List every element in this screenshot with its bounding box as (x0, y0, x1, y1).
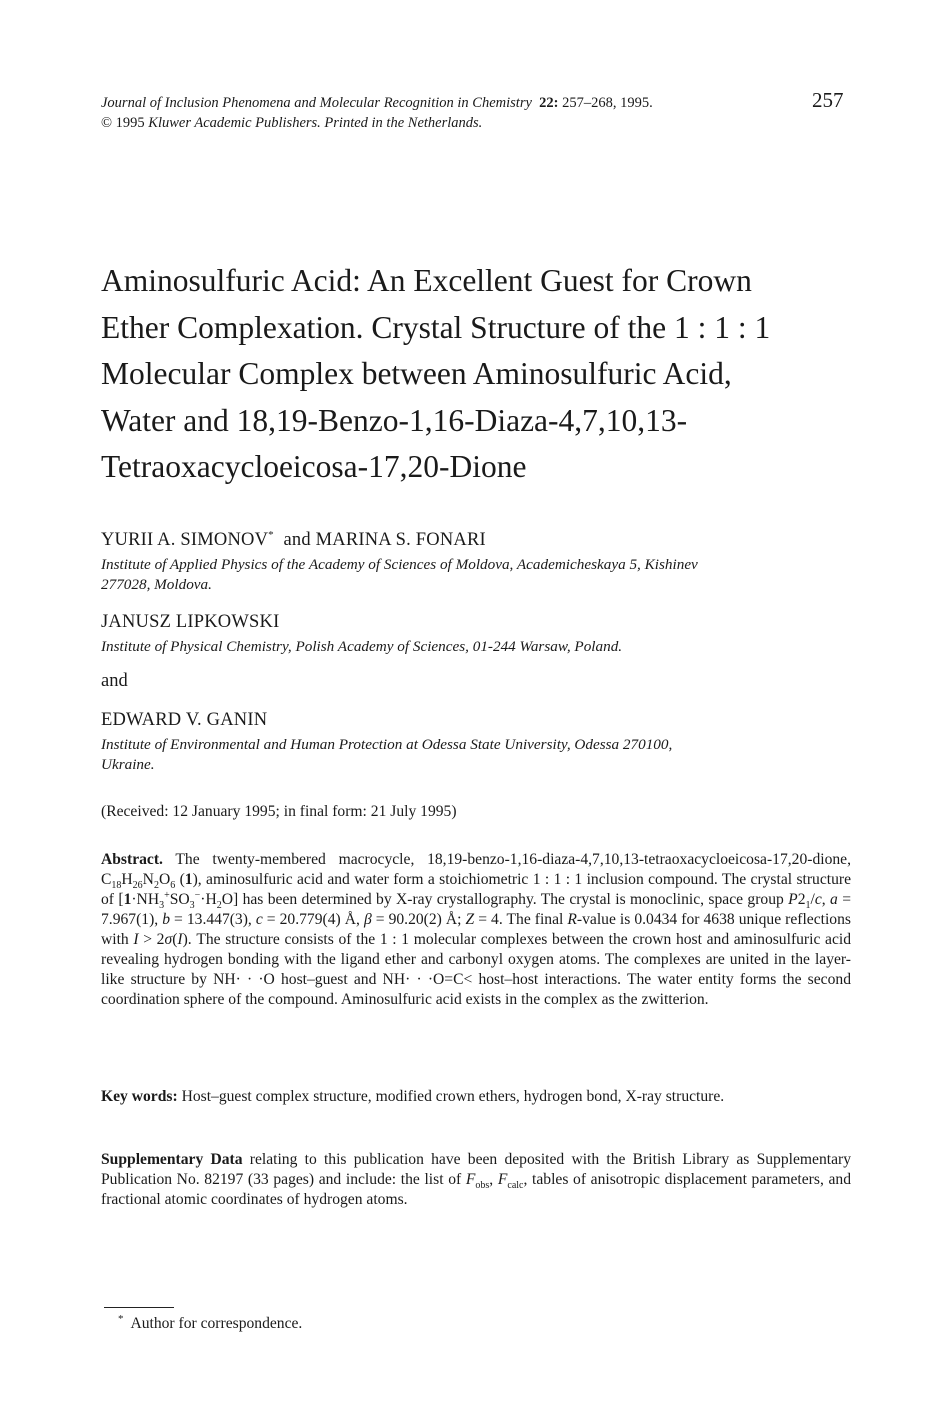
abstract-text: The final (506, 911, 568, 928)
abstract-text: The structure consists of the 1 : 1 molecular complexes between the crown host and aminosulfuric acid revealing hydrogen bonding with the ligand ether and carbonyl oxygen atoms. The complexes are united in the layer-like structure by NH· · ·O host–guest and NH· · ·O=C< host–host interactions. The water entity forms the second coordination sphere of the compound. Aminosulfuric acid exists in the complex as the zwitterion. (101, 931, 851, 1008)
affiliation-2 (101, 637, 846, 657)
title-line: Aminosulfuric Acid: An Excellent Guest for Crown (101, 263, 752, 298)
author-name: EDWARD V. GANIN (101, 710, 268, 730)
journal-name: Journal of Inclusion Phenomena and Molecular Recognition in Chemistry (101, 95, 532, 111)
keywords-label: Key words: (101, 1088, 178, 1105)
keywords-paragraph (101, 1087, 851, 1107)
abstract-label: Abstract. (101, 851, 163, 868)
abstract-text: ] has been determined by X-ray crystallography. The crystal is monoclinic, space group (233, 891, 789, 908)
journal-header (101, 93, 741, 133)
title-line: Molecular Complex between Aminosulfuric Acid, (101, 356, 732, 391)
journal-volume: 22: (539, 95, 559, 111)
abstract-paragraph: Abstract. The twenty-membered macrocycle, 18,19-benzo-1,16-diaza-4,7,10,13-tetraoxacycloeicosa-17,20-dione, $C_{18}H_{26}N_2O_6$ (1), aminosulfuric acid and water form a stoichiometric 1 : 1 : 1 inclusion compound. The crystal structure of $[1\cdot NH_3^+SO_3^-\cdot H_2O]$ has been determined by X-ray crystallography. The crystal is monoclinic, space group $P2_1/c$, a = 7.967(1), b = 13.447(3), c = 20.779(4) Å, β = 90.20(2) Å; Z = 4. The final R-value is 0.0434 for 4638 unique reflections with I > 2σ(I). The structure consists of the 1 : 1 molecular complexes between the crown host and aminosulfuric acid revealing hydrogen bonding with the ligand ether and carbonyl oxygen atoms. The complexes are united in the layer-like structure by NH· · ·O host–guest and NH· · ·O=C< host–host interactions. The water entity forms the second coordination sphere of the compound. Aminosulfuric acid exists in the complex as the zwitterion. (101, 851, 851, 1008)
footnote-text: Author for correspondence. (130, 1315, 303, 1332)
author-name: YURII A. SIMONOV (101, 530, 269, 550)
author-line-1 (101, 530, 486, 551)
page-number: 257 (812, 88, 844, 112)
abstract-text: -value is 0.0434 for 4638 unique reflections with (101, 911, 851, 948)
author-name-second: and MARINA S. FONARI (283, 530, 486, 550)
affiliation-1 (101, 555, 846, 595)
journal-pages-year: 257–268, 1995. (562, 95, 653, 111)
author-line-2 (101, 612, 279, 633)
supplementary-text: , tables of anisotropic displacement parameters, and fractional atomic coordinates of hydrogen atoms. (101, 1171, 852, 1208)
received-dates: (Received: 12 January 1995; in final form: 21 July 1995) (101, 803, 457, 820)
abstract-text: The twenty-membered macrocycle, 18,19-benzo-1,16-diaza-4,7,10,13-tetraoxacycloeicosa-17,20-dione, C (101, 851, 851, 888)
keywords-text: Host–guest complex structure, modified crown ethers, hydrogen bond, X-ray structure. (181, 1088, 725, 1105)
copyright-line (101, 113, 741, 133)
and-conjunction: and (101, 671, 128, 691)
affiliation-line: Institute of Environmental and Human Protection at Odessa State University, Odessa 270100, (101, 736, 673, 753)
title-line: Ether Complexation. Crystal Structure of the 1 : 1 : 1 (101, 309, 771, 345)
supplementary-label: Supplementary Data (101, 1151, 243, 1168)
affiliation-line: Ukraine. (101, 756, 155, 773)
title-line: Tetraoxacycloeicosa-17,20-Dione (101, 449, 527, 484)
affiliation-line: 277028, Moldova. (101, 576, 212, 593)
journal-citation-line (101, 93, 741, 113)
footnote (118, 1312, 303, 1333)
author-name: JANUSZ LIPKOWSKI (101, 612, 280, 632)
supplementary-paragraph: Supplementary Data relating to this publication have been deposited with the British Library as Supplementary Publication No. 82197 (33 pages) and include: the list of $F_{obs}$, $F_{calc}$, tables of anisotropic displacement parameters, and fractional atomic coordinates of hydrogen atoms. (101, 1151, 852, 1208)
publisher-line: Kluwer Academic Publishers. Printed in the Netherlands. (148, 115, 483, 131)
affiliation-3 (101, 735, 846, 775)
affiliation-line: Institute of Physical Chemistry, Polish Academy of Sciences, 01-244 Warsaw, Poland. (101, 638, 623, 655)
correspondence-star: * (268, 528, 274, 541)
article-title (101, 258, 881, 491)
supplementary-text: relating to this publication have been deposited with the British Library as Supplementary Publication No. 82197 (33 pages) and include: the list of (101, 1151, 851, 1188)
affiliation-line: Institute of Applied Physics of the Academy of Sciences of Moldova, Academicheskaya 5, Kishinev (101, 556, 698, 573)
abstract-text: , aminosulfuric acid and water form a stoichiometric 1 : 1 : 1 inclusion compound. The crystal structure of [ (101, 871, 851, 908)
title-line: Water and 18,19-Benzo-1,16-Diaza-4,7,10,13- (101, 402, 688, 438)
footnote-star: * (118, 1312, 124, 1325)
author-line-3 (101, 710, 267, 731)
footnote-rule (104, 1307, 174, 1308)
copyright-notice: © 1995 (101, 115, 145, 131)
